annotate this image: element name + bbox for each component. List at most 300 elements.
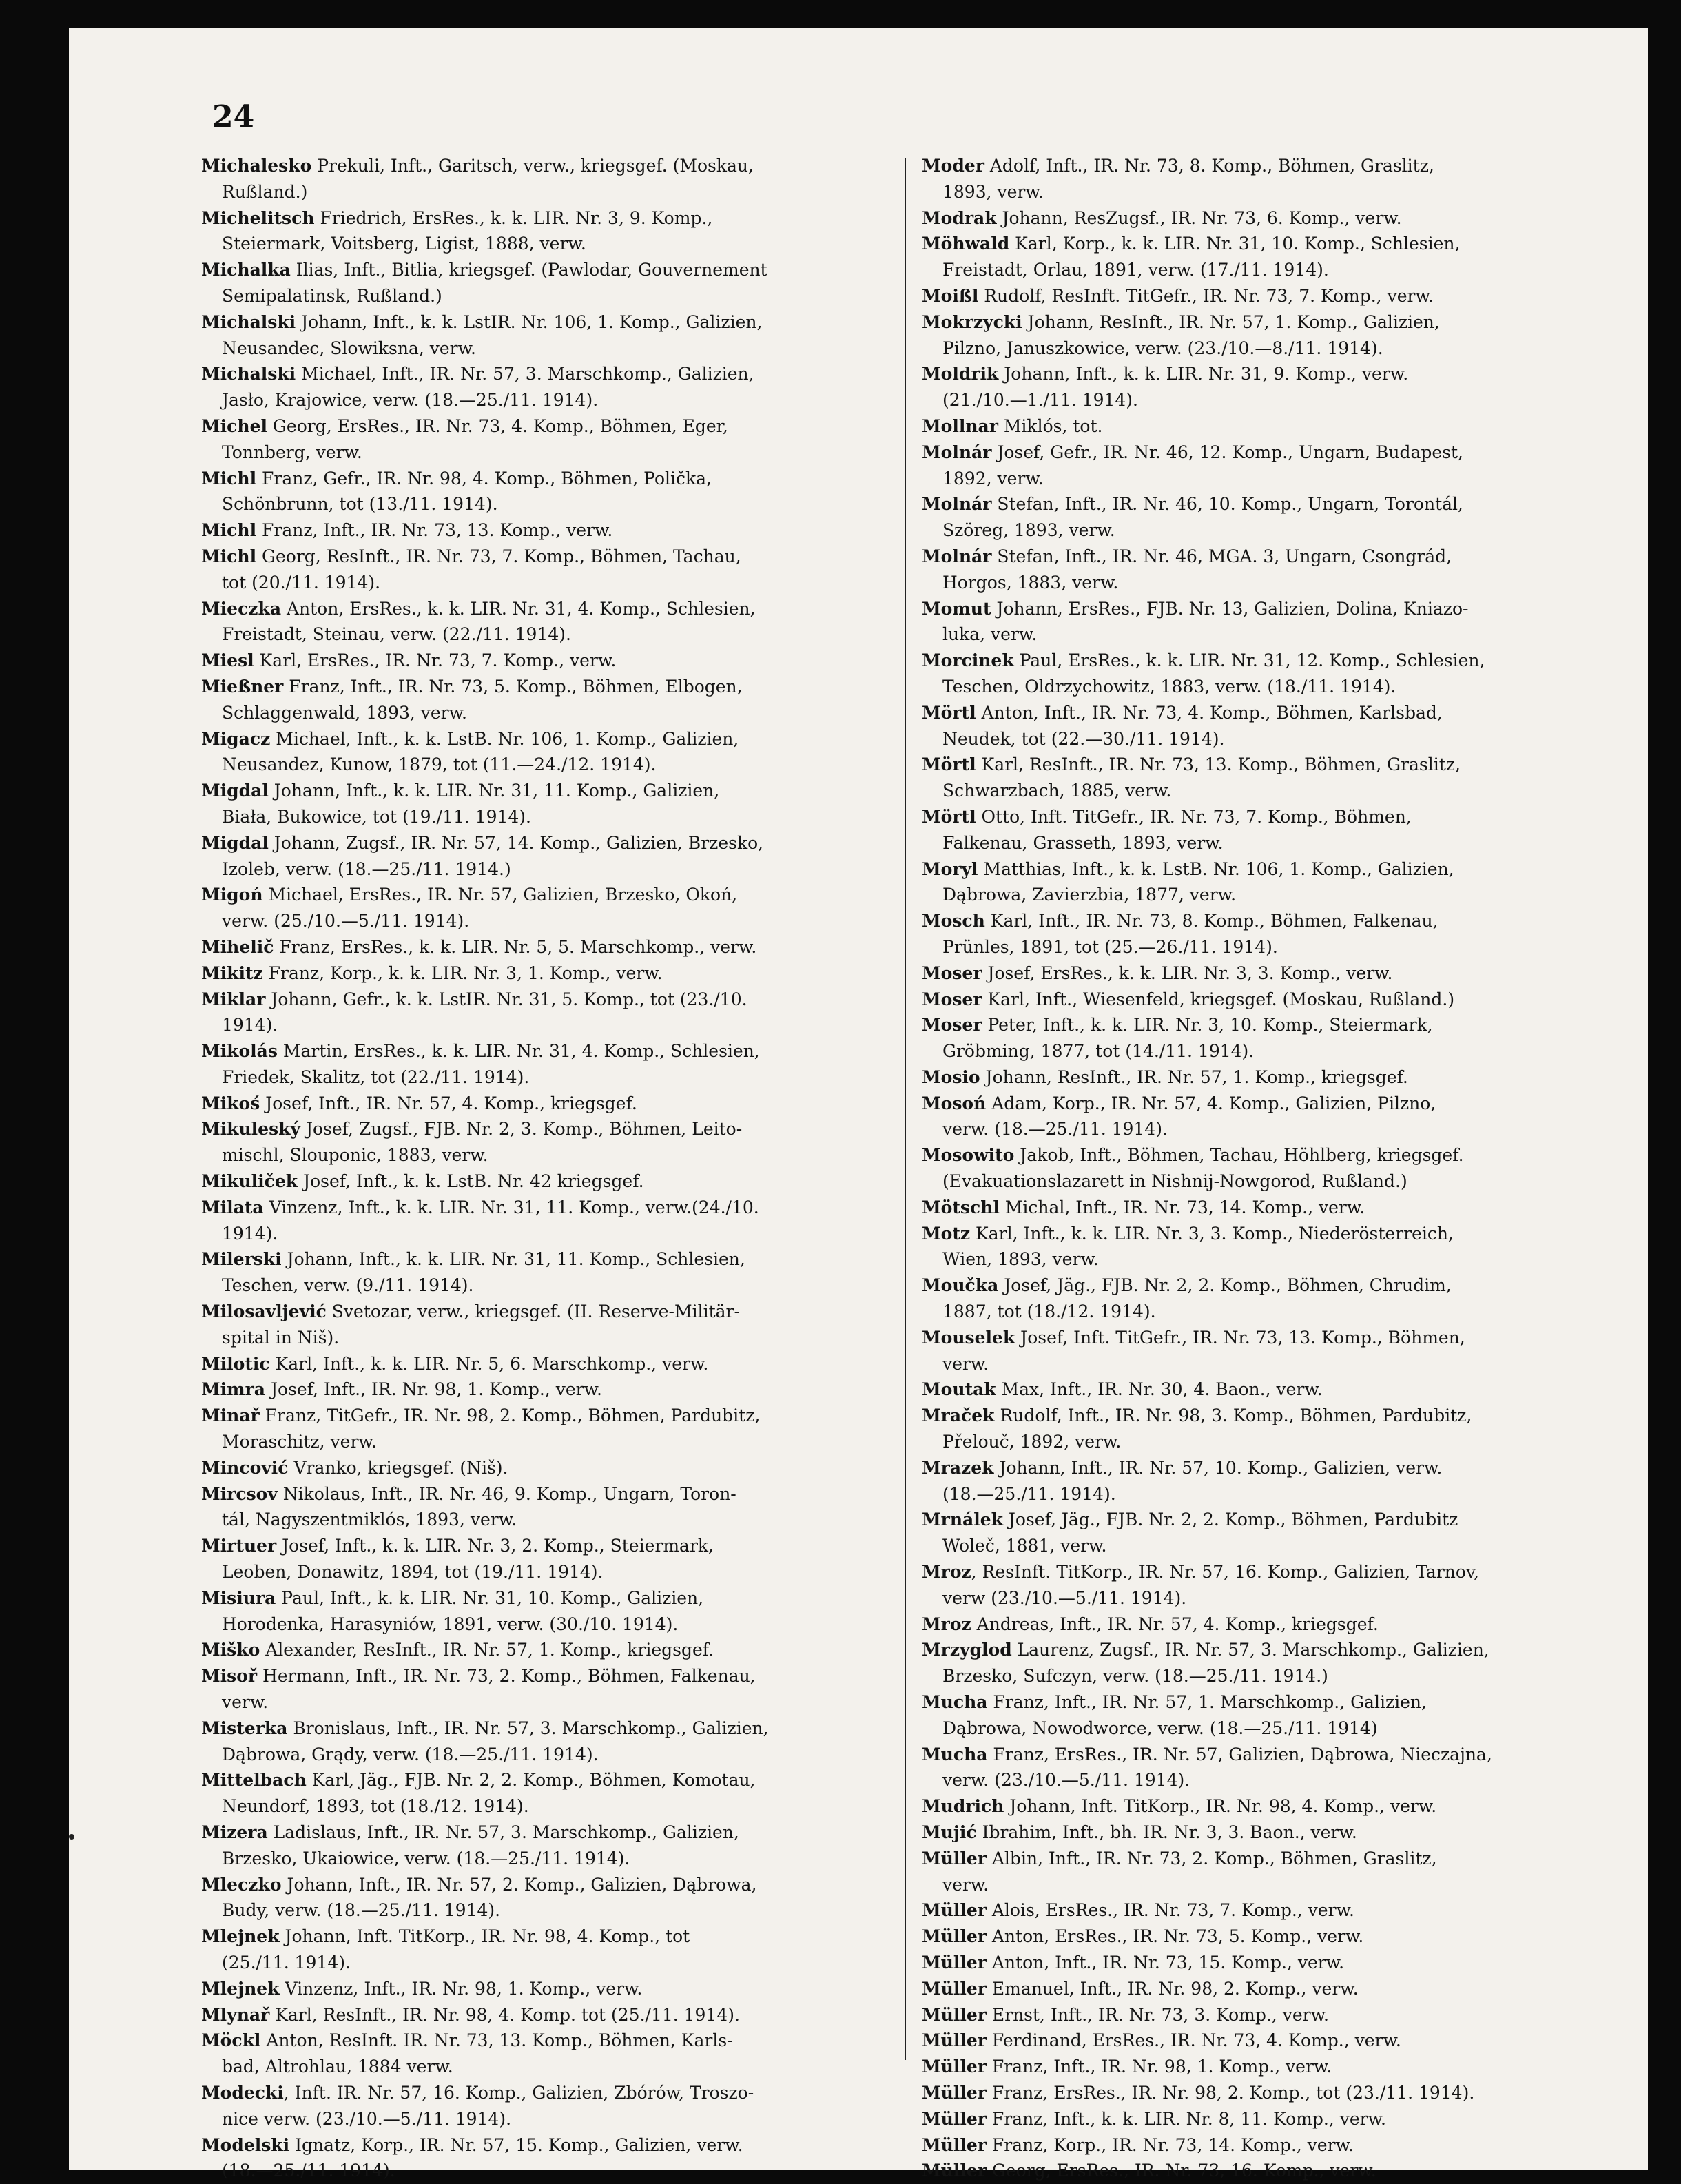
entry-continuation: Horodenka, Harasyniów, 1891, verw. (30./10. 1914). [222, 1614, 679, 1634]
entry-surname: Moser [922, 1015, 982, 1036]
entry-continuation: Schwarzbach, 1885, verw. [942, 781, 1172, 801]
entry-surname: Michalesko [201, 156, 312, 176]
register-entry [922, 361, 1611, 413]
entry-continuation: luka, verw. [942, 624, 1038, 645]
entry-surname: Milata [201, 1197, 264, 1217]
entry-details: Hermann, Inft., IR. Nr. 73, 2. Komp., Böhmen, Falkenau, [257, 1666, 756, 1687]
entry-surname: Mikuleský [201, 1119, 300, 1140]
entry-continuation: Wien, 1893, verw. [942, 1249, 1099, 1270]
entry-details: Stefan, Inft., IR. Nr. 46, 10. Komp., Ungarn, Torontál, [991, 494, 1463, 515]
register-entry [201, 1403, 890, 1455]
entry-details: Ibrahim, Inft., bh. IR. Nr. 3, 3. Baon., verw. [976, 1822, 1357, 1842]
entry-continuation: Budy, verw. (18.—25./11. 1914). [222, 1900, 501, 1921]
entry-details: Georg, ErsRes., IR. Nr. 73, 4. Komp., Böhmen, Eger, [267, 415, 728, 436]
entry-continuation: Steiermark, Voitsberg, Ligist, 1888, verw. [222, 234, 586, 254]
entry-details: Franz, ErsRes., IR. Nr. 98, 2. Komp., tot (23./11. 1914). [986, 2082, 1475, 2103]
entry-continuation: Woleč, 1881, verw. [942, 1536, 1107, 1556]
entry-details: Otto, Inft. TitGefr., IR. Nr. 73, 7. Komp., Böhmen, [976, 806, 1412, 827]
entry-details: Michael, Inft., k. k. LstB. Nr. 106, 1. Komp., Galizien, [270, 728, 739, 749]
entry-details: Josef, Jäg., FJB. Nr. 2, 2. Komp., Böhmen, Pardubitz [1002, 1510, 1458, 1530]
entry-continuation: mischl, Slouponic, 1883, verw. [222, 1145, 488, 1166]
register-entry [922, 856, 1611, 909]
entry-details: Karl, Inft., k. k. LIR. Nr. 5, 6. Marschkomp., verw. [269, 1353, 709, 1374]
register-entry [922, 960, 1611, 987]
entry-surname: Mlejnek [201, 1926, 280, 1947]
register-entry [922, 1221, 1611, 1273]
register-entry [201, 2080, 890, 2132]
entry-details: Ernst, Inft., IR. Nr. 73, 3. Komp., verw. [986, 2004, 1329, 2025]
entry-surname: Mosch [922, 911, 985, 931]
entry-surname: Michalski [201, 311, 296, 332]
entry-surname: Mokrzycki [922, 311, 1022, 332]
entry-details: Johann, ErsRes., FJB. Nr. 13, Galizien, Dolina, Kniazo- [991, 598, 1469, 619]
right-column [922, 153, 1611, 2184]
entry-surname: Mroz [922, 1562, 971, 1583]
entry-details: Ferdinand, ErsRes., IR. Nr. 73, 4. Komp., verw. [986, 2030, 1401, 2051]
entry-details: Rudolf, ResInft. TitGefr., IR. Nr. 73, 7. Komp., verw. [978, 285, 1434, 306]
entry-details: Jakob, Inft., Böhmen, Tachau, Höhlberg, kriegsgef. [1014, 1145, 1464, 1166]
register-entry [201, 517, 890, 544]
register-entry [922, 1924, 1611, 1950]
entry-continuation: Brzesko, Sufczyn, verw. (18.—25./11. 1914.) [942, 1666, 1328, 1687]
entry-details: Max, Inft., IR. Nr. 30, 4. Baon., verw. [996, 1379, 1323, 1400]
entry-details: Paul, ErsRes., k. k. LIR. Nr. 31, 12. Komp., Schlesien, [1013, 650, 1485, 671]
entry-continuation: 1914). [222, 1223, 278, 1244]
register-entry [201, 205, 890, 258]
entry-surname: Michl [201, 546, 257, 566]
entry-surname: Molnár [922, 494, 992, 515]
entry-surname: Migdal [201, 832, 269, 853]
entry-continuation: tot (20./11. 1914). [222, 572, 381, 593]
entry-surname: Mihelič [201, 936, 274, 957]
register-entry [201, 1299, 890, 1351]
entry-continuation: Gröbming, 1877, tot (14./11. 1914). [942, 1041, 1255, 1062]
entry-surname: Müller [922, 2082, 987, 2103]
entry-surname: Mucha [922, 1692, 988, 1713]
register-entry [922, 648, 1611, 700]
entry-continuation: Prünles, 1891, tot (25.—26./11. 1914). [942, 936, 1278, 957]
entry-details: Johann, Inft., k. k. LIR. Nr. 31, 11. Komp., Galizien, [268, 781, 720, 801]
entry-continuation: nice verw. (23./10.—5./11. 1914). [222, 2108, 512, 2129]
entry-continuation: Schönbrunn, tot (13./11. 1914). [222, 494, 498, 515]
entry-details: Franz, Korp., k. k. LIR. Nr. 3, 1. Komp., verw. [262, 962, 663, 983]
entry-details: Johann, Inft., IR. Nr. 57, 10. Komp., Galizien, verw. [993, 1457, 1443, 1478]
entry-surname: Molnár [922, 546, 992, 566]
register-entry [201, 1820, 890, 1872]
entry-details: Martin, ErsRes., k. k. LIR. Nr. 31, 4. Komp., Schlesien, [277, 1041, 760, 1062]
entry-surname: Müller [922, 1926, 987, 1947]
entry-surname: Migoń [201, 885, 263, 905]
register-entry [201, 1377, 890, 1403]
register-entry [201, 1767, 890, 1820]
entry-surname: Modelski [201, 2134, 290, 2155]
entry-continuation: Moraschitz, verw. [222, 1432, 377, 1452]
entry-continuation: Brzesko, Ukaiowice, verw. (18.—25./11. 1914). [222, 1848, 630, 1868]
entry-surname: Müller [922, 1952, 987, 1972]
register-entry [922, 2002, 1611, 2028]
entry-details: Karl, Inft., k. k. LIR. Nr. 3, 3. Komp., Niederösterreich, [970, 1223, 1454, 1244]
entry-surname: Moser [922, 989, 982, 1009]
entry-details: Ladislaus, Inft., IR. Nr. 57, 3. Marschkomp., Galizien, [267, 1822, 739, 1842]
entry-surname: Minař [201, 1405, 260, 1426]
entry-continuation: (21./10.—1./11. 1914). [942, 390, 1138, 411]
entry-details: Vinzenz, Inft., IR. Nr. 98, 1. Komp., verw. [279, 1978, 643, 1999]
entry-details: Johann, Zugsf., IR. Nr. 57, 14. Komp., Galizien, Brzesko, [268, 832, 764, 853]
register-entry [922, 2080, 1611, 2106]
entry-details: Georg, ErsRes., IR. Nr. 73, 16. Komp., verw. [986, 2161, 1376, 2181]
entry-continuation: Freistadt, Orlau, 1891, verw. (17./11. 1914). [942, 260, 1329, 280]
entry-surname: Mosoń [922, 1093, 987, 1113]
entry-surname: Mörtl [922, 806, 976, 827]
entry-details: Friedrich, ErsRes., k. k. LIR. Nr. 3, 9. Komp., [314, 207, 713, 228]
entry-surname: Müller [922, 1978, 987, 1999]
entry-details: Josef, Inft., k. k. LIR. Nr. 3, 2. Komp., Steiermark, [276, 1536, 714, 1556]
entry-surname: Mötschl [922, 1197, 1000, 1217]
entry-surname: Mrnálek [922, 1510, 1003, 1530]
register-entry [922, 205, 1611, 231]
entry-continuation: Semipalatinsk, Rußland.) [222, 285, 442, 306]
entry-details: Franz, Inft., IR. Nr. 57, 1. Marschkomp., Galizien, [987, 1692, 1427, 1713]
register-entry [922, 1142, 1611, 1195]
entry-continuation: (25./11. 1914). [222, 1952, 351, 1972]
entry-surname: Mrzyglod [922, 1640, 1012, 1660]
register-entry [201, 413, 890, 466]
entry-details: Svetozar, verw., kriegsgef. (II. Reserve-Militär- [326, 1301, 740, 1322]
register-entry [201, 1716, 890, 1768]
entry-surname: Migacz [201, 728, 271, 749]
entry-details: Johann, ResInft., IR. Nr. 57, 1. Komp., kriegsgef. [980, 1067, 1408, 1087]
entry-details: Anton, Inft., IR. Nr. 73, 15. Komp., verw. [986, 1952, 1345, 1972]
register-entry [922, 153, 1611, 205]
entry-surname: Misoř [201, 1666, 258, 1687]
entry-details: Anton, ErsRes., k. k. LIR. Nr. 31, 4. Komp., Schlesien, [281, 598, 756, 619]
entry-continuation: Friedek, Skalitz, tot (22./11. 1914). [222, 1067, 530, 1087]
page-number: 24 [212, 99, 255, 134]
entry-surname: Müller [922, 1900, 987, 1921]
entry-surname: Mouselek [922, 1327, 1015, 1348]
register-entry [922, 1820, 1611, 1846]
entry-surname: Michelitsch [201, 207, 315, 228]
entry-surname: Müller [922, 2004, 987, 2025]
register-entry [201, 882, 890, 934]
register-entry [201, 778, 890, 830]
entry-details: Vranko, kriegsgef. (Niš). [288, 1457, 508, 1478]
register-entry [922, 1689, 1611, 1742]
entry-details: Johann, Inft., k. k. LstIR. Nr. 106, 1. Komp., Galizien, [296, 311, 763, 332]
entry-surname: Mosowito [922, 1145, 1015, 1166]
register-entry [201, 960, 890, 987]
entry-details: Karl, Inft., Wiesenfeld, kriegsgef. (Moskau, Rußland.) [982, 989, 1455, 1009]
entry-continuation: Leoben, Donawitz, 1894, tot (19./11. 1914). [222, 1562, 604, 1583]
entry-surname: Michl [201, 520, 257, 541]
entry-details: Johann, Inft., k. k. LIR. Nr. 31, 9. Komp., verw. [998, 364, 1409, 384]
entry-details: Karl, Inft., IR. Nr. 73, 8. Komp., Böhmen, Falkenau, [984, 911, 1438, 931]
entry-surname: Mujić [922, 1822, 977, 1842]
entry-continuation: Teschen, verw. (9./11. 1914). [222, 1275, 474, 1296]
entry-details: Franz, Inft., IR. Nr. 73, 13. Komp., verw. [256, 520, 613, 541]
entry-continuation: Teschen, Oldrzychowitz, 1883, verw. (18./11. 1914). [942, 676, 1396, 697]
entry-surname: Mikolás [201, 1041, 278, 1062]
register-entry [201, 153, 890, 205]
entry-surname: Migdal [201, 781, 269, 801]
entry-surname: Mlynař [201, 2004, 270, 2025]
entry-details: Michal, Inft., IR. Nr. 73, 14. Komp., verw. [999, 1197, 1365, 1217]
entry-surname: Mircsov [201, 1483, 278, 1504]
entry-details: Johann, ResInft., IR. Nr. 57, 1. Komp., Galizien, [1022, 311, 1440, 332]
entry-continuation: verw. (25./10.—5./11. 1914). [222, 911, 470, 931]
entry-details: Andreas, Inft., IR. Nr. 57, 4. Komp., kriegsgef. [971, 1614, 1379, 1634]
register-entry [922, 1273, 1611, 1325]
entry-continuation: Dąbrowa, Grądy, verw. (18.—25./11. 1914). [222, 1744, 599, 1764]
entry-details: , ResInft. TitKorp., IR. Nr. 57, 16. Komp., Galizien, Tarnov, [971, 1562, 1480, 1583]
register-entry [201, 1455, 890, 1481]
entry-details: Franz, ErsRes., k. k. LIR. Nr. 5, 5. Marschkomp., verw. [274, 936, 757, 957]
entry-details: Josef, Inft., IR. Nr. 98, 1. Komp., verw. [265, 1379, 602, 1400]
entry-details: Karl, Korp., k. k. LIR. Nr. 31, 10. Komp., Schlesien, [1009, 234, 1461, 254]
entry-surname: Müller [922, 2161, 987, 2181]
entry-surname: Michl [201, 468, 257, 488]
entry-surname: Müller [922, 2030, 987, 2051]
entry-surname: Mucha [922, 1744, 988, 1764]
register-entry [922, 1637, 1611, 1689]
register-entry [201, 2028, 890, 2080]
entry-continuation: verw. (18.—25./11. 1914). [942, 1119, 1168, 1140]
entry-surname: Moser [922, 962, 982, 983]
register-entry [922, 309, 1611, 362]
register-entry [201, 1195, 890, 1247]
entry-continuation: Pilzno, Januszkowice, verw. (23./10.—8./11. 1914). [942, 338, 1383, 358]
entry-continuation: 1914). [222, 1015, 278, 1036]
entry-continuation: Horgos, 1883, verw. [942, 572, 1119, 593]
entry-continuation: spital in Niš). [222, 1327, 340, 1348]
register-entry [201, 1637, 890, 1663]
register-entry [922, 2054, 1611, 2080]
register-entry [201, 1976, 890, 2002]
entry-details: Karl, ResInft., IR. Nr. 98, 4. Komp. tot (25./11. 1914). [269, 2004, 740, 2025]
register-entry [201, 1116, 890, 1168]
register-entry [201, 2132, 890, 2184]
entry-details: Albin, Inft., IR. Nr. 73, 2. Komp., Böhmen, Graslitz, [986, 1848, 1437, 1868]
entry-surname: Müller [922, 1848, 987, 1868]
entry-continuation: Tonnberg, verw. [222, 442, 362, 462]
register-entry [922, 440, 1611, 492]
register-entry [922, 1091, 1611, 1143]
entry-continuation: bad, Altrohlau, 1884 verw. [222, 2057, 453, 2077]
entry-details: Josef, Zugsf., FJB. Nr. 2, 3. Komp., Böhmen, Leito- [300, 1119, 743, 1140]
entry-details: Georg, ResInft., IR. Nr. 73, 7. Komp., Böhmen, Tachau, [256, 546, 741, 566]
register-entry [922, 2132, 1611, 2159]
entry-continuation: (Evakuationslazarett in Nishnij-Nowgorod, Rußland.) [942, 1171, 1407, 1192]
entry-continuation: 1893, verw. [942, 181, 1044, 202]
entry-details: Josef, Gefr., IR. Nr. 46, 12. Komp., Ungarn, Budapest, [991, 442, 1463, 462]
entry-continuation: Rußland.) [222, 181, 308, 202]
entry-continuation: (18.—25./11. 1914). [222, 2161, 395, 2181]
entry-surname: Mikoś [201, 1093, 260, 1113]
register-entry [922, 283, 1611, 309]
entry-details: Adolf, Inft., IR. Nr. 73, 8. Komp., Böhmen, Graslitz, [984, 156, 1434, 176]
register-entry [201, 1872, 890, 1924]
register-entry [922, 2028, 1611, 2054]
entry-continuation: Jasło, Krajowice, verw. (18.—25./11. 1914). [222, 390, 599, 411]
entry-details: Josef, Jäg., FJB. Nr. 2, 2. Komp., Böhmen, Chrudim, [998, 1275, 1452, 1296]
register-entry [922, 1325, 1611, 1377]
register-entry [201, 726, 890, 779]
entry-surname: Mleczko [201, 1874, 282, 1895]
entry-details: Josef, Inft. TitGefr., IR. Nr. 73, 13. Komp., Böhmen, [1015, 1327, 1465, 1348]
entry-surname: Mosio [922, 1067, 980, 1087]
register-entry [922, 1897, 1611, 1924]
register-entry [922, 1611, 1611, 1638]
entry-surname: Mörtl [922, 754, 976, 775]
entry-details: Adam, Korp., IR. Nr. 57, 4. Komp., Galizien, Pilzno, [986, 1093, 1436, 1113]
entry-surname: Michalka [201, 260, 291, 280]
entry-details: Alexander, ResInft., IR. Nr. 57, 1. Komp., kriegsgef. [260, 1640, 714, 1660]
register-entry [201, 1168, 890, 1195]
register-entry [922, 987, 1611, 1013]
entry-details: Michael, Inft., IR. Nr. 57, 3. Marschkomp., Galizien, [296, 364, 754, 384]
entry-continuation: verw. [942, 1874, 989, 1895]
register-entry [922, 2158, 1611, 2184]
entry-details: Prekuli, Inft., Garitsch, verw., kriegsgef. (Moskau, [311, 156, 754, 176]
register-entry [922, 1455, 1611, 1507]
entry-details: Franz, Inft., IR. Nr. 98, 1. Komp., verw. [986, 2057, 1332, 2077]
entry-continuation: Izoleb, verw. (18.—25./11. 1914.) [222, 858, 511, 879]
register-entry [922, 1976, 1611, 2002]
register-entry [201, 2002, 890, 2028]
register-entry [201, 1924, 890, 1976]
entry-details: Laurenz, Zugsf., IR. Nr. 57, 3. Marschkomp., Galizien, [1011, 1640, 1489, 1660]
entry-surname: Misterka [201, 1718, 288, 1738]
register-entry [922, 544, 1611, 596]
entry-details: Anton, ErsRes., IR. Nr. 73, 5. Komp., verw. [986, 1926, 1364, 1947]
entry-surname: Michel [201, 415, 267, 436]
entry-details: Franz, TitGefr., IR. Nr. 98, 2. Komp., Böhmen, Pardubitz, [259, 1405, 761, 1426]
entry-surname: Moučka [922, 1275, 999, 1296]
entry-continuation: Dąbrowa, Nowodworce, verw. (18.—25./11. 1914) [942, 1718, 1378, 1738]
entry-surname: Michalski [201, 364, 296, 384]
entry-continuation: Dąbrowa, Zavierzbia, 1877, verw. [942, 885, 1237, 905]
register-entry [922, 1950, 1611, 1976]
entry-details: , Inft. IR. Nr. 57, 16. Komp., Galizien, Zbórów, Troszo- [283, 2082, 754, 2103]
entry-details: Anton, ResInft. IR. Nr. 73, 13. Komp., Böhmen, Karls- [260, 2030, 733, 2051]
register-entry [201, 987, 890, 1039]
entry-details: Karl, Jäg., FJB. Nr. 2, 2. Komp., Böhmen, Komotau, [306, 1770, 756, 1791]
entry-details: Ilias, Inft., Bitlia, kriegsgef. (Pawlodar, Gouvernement [290, 260, 767, 280]
register-entry [201, 830, 890, 883]
register-entry [201, 361, 890, 413]
entry-surname: Miesl [201, 650, 254, 671]
entry-details: Josef, ErsRes., k. k. LIR. Nr. 3, 3. Komp., verw. [982, 962, 1393, 983]
column-divider [905, 158, 906, 2060]
entry-details: Matthias, Inft., k. k. LstB. Nr. 106, 1. Komp., Galizien, [978, 858, 1454, 879]
entry-surname: Möhwald [922, 234, 1010, 254]
entry-details: Michael, ErsRes., IR. Nr. 57, Galizien, Brzesko, Okoń, [262, 885, 738, 905]
entry-surname: Müller [922, 2134, 987, 2155]
entry-details: Vinzenz, Inft., k. k. LIR. Nr. 31, 11. Komp., verw.(24./10. [263, 1197, 759, 1217]
entry-details: Anton, Inft., IR. Nr. 73, 4. Komp., Böhmen, Karlsbad, [976, 702, 1443, 723]
entry-details: Franz, Gefr., IR. Nr. 98, 4. Komp., Böhmen, Polička, [256, 468, 712, 488]
entry-surname: Möckl [201, 2030, 261, 2051]
entry-surname: Morcinek [922, 650, 1014, 671]
register-entry [922, 1846, 1611, 1898]
entry-surname: Motz [922, 1223, 971, 1244]
entry-surname: Mraček [922, 1405, 995, 1426]
entry-details: Miklós, tot. [998, 415, 1103, 436]
entry-details: Josef, Inft., IR. Nr. 57, 4. Komp., kriegsgef. [260, 1093, 637, 1113]
entry-details: Bronislaus, Inft., IR. Nr. 57, 3. Marschkomp., Galizien, [287, 1718, 769, 1738]
entry-surname: Mudrich [922, 1796, 1004, 1817]
register-entry [201, 1091, 890, 1117]
entry-details: Johann, Inft., k. k. LIR. Nr. 31, 11. Komp., Schlesien, [281, 1249, 745, 1270]
entry-surname: Miško [201, 1640, 260, 1660]
entry-details: Paul, Inft., k. k. LIR. Nr. 31, 10. Komp., Galizien, [276, 1587, 704, 1608]
entry-surname: Mollnar [922, 415, 998, 436]
register-entry [922, 231, 1611, 283]
entry-continuation: tál, Nagyszentmiklós, 1893, verw. [222, 1510, 517, 1530]
entry-surname: Mrazek [922, 1457, 994, 1478]
entry-surname: Moder [922, 156, 984, 176]
register-entry [922, 1559, 1611, 1611]
entry-continuation: Szöreg, 1893, verw. [942, 520, 1115, 541]
entry-details: Johann, ResZugsf., IR. Nr. 73, 6. Komp., verw. [996, 207, 1402, 228]
register-entry [922, 596, 1611, 648]
entry-continuation: verw. [222, 1692, 269, 1713]
entry-surname: Moißl [922, 285, 979, 306]
entry-surname: Momut [922, 598, 991, 619]
register-entry [922, 1012, 1611, 1064]
register-entry [922, 804, 1611, 856]
register-entry [201, 466, 890, 518]
entry-surname: Moryl [922, 858, 978, 879]
entry-surname: Mizera [201, 1822, 268, 1842]
entry-surname: Moldrik [922, 364, 999, 384]
entry-surname: Milerski [201, 1249, 282, 1270]
entry-continuation: Neudek, tot (22.—30./11. 1914). [942, 728, 1225, 749]
entry-details: Ignatz, Korp., IR. Nr. 57, 15. Komp., Galizien, verw. [289, 2134, 743, 2155]
entry-details: Emanuel, Inft., IR. Nr. 98, 2. Komp., verw. [986, 1978, 1359, 1999]
entry-continuation: verw (23./10.—5./11. 1914). [942, 1587, 1187, 1608]
register-entry [201, 1481, 890, 1534]
entry-continuation: Přelouč, 1892, verw. [942, 1432, 1122, 1452]
register-entry [922, 1377, 1611, 1403]
entry-details: Johann, Inft. TitKorp., IR. Nr. 98, 4. Komp., tot [279, 1926, 690, 1947]
entry-surname: Mimra [201, 1379, 265, 1400]
register-entry [201, 648, 890, 674]
register-entry [922, 1403, 1611, 1455]
entry-surname: Mittelbach [201, 1770, 307, 1791]
register-entry [201, 1038, 890, 1091]
register-entry [922, 908, 1611, 960]
register-entry [201, 1663, 890, 1716]
entry-surname: Moutak [922, 1379, 996, 1400]
entry-continuation: Schlaggenwald, 1893, verw. [222, 702, 467, 723]
register-entry [922, 700, 1611, 752]
entry-surname: Mlejnek [201, 1978, 280, 1999]
register-entry [201, 1585, 890, 1638]
entry-surname: Mikitz [201, 962, 263, 983]
register-entry [201, 257, 890, 309]
register-entry [922, 752, 1611, 804]
entry-details: Johann, Inft., IR. Nr. 57, 2. Komp., Galizien, Dąbrowa, [281, 1874, 757, 1895]
entry-details: Peter, Inft., k. k. LIR. Nr. 3, 10. Komp., Steiermark, [982, 1015, 1433, 1036]
register-entry [922, 413, 1611, 440]
entry-details: Karl, ErsRes., IR. Nr. 73, 7. Komp., verw. [254, 650, 617, 671]
entry-continuation: 1892, verw. [942, 468, 1044, 488]
entry-details: Josef, Inft., k. k. LstB. Nr. 42 kriegsgef. [298, 1171, 644, 1192]
entry-continuation: verw. [942, 1353, 989, 1374]
entry-details: Franz, Korp., IR. Nr. 73, 14. Komp., verw. [986, 2134, 1354, 2155]
entry-continuation: Neusandez, Kunow, 1879, tot (11.—24./12. 1914). [222, 754, 657, 775]
